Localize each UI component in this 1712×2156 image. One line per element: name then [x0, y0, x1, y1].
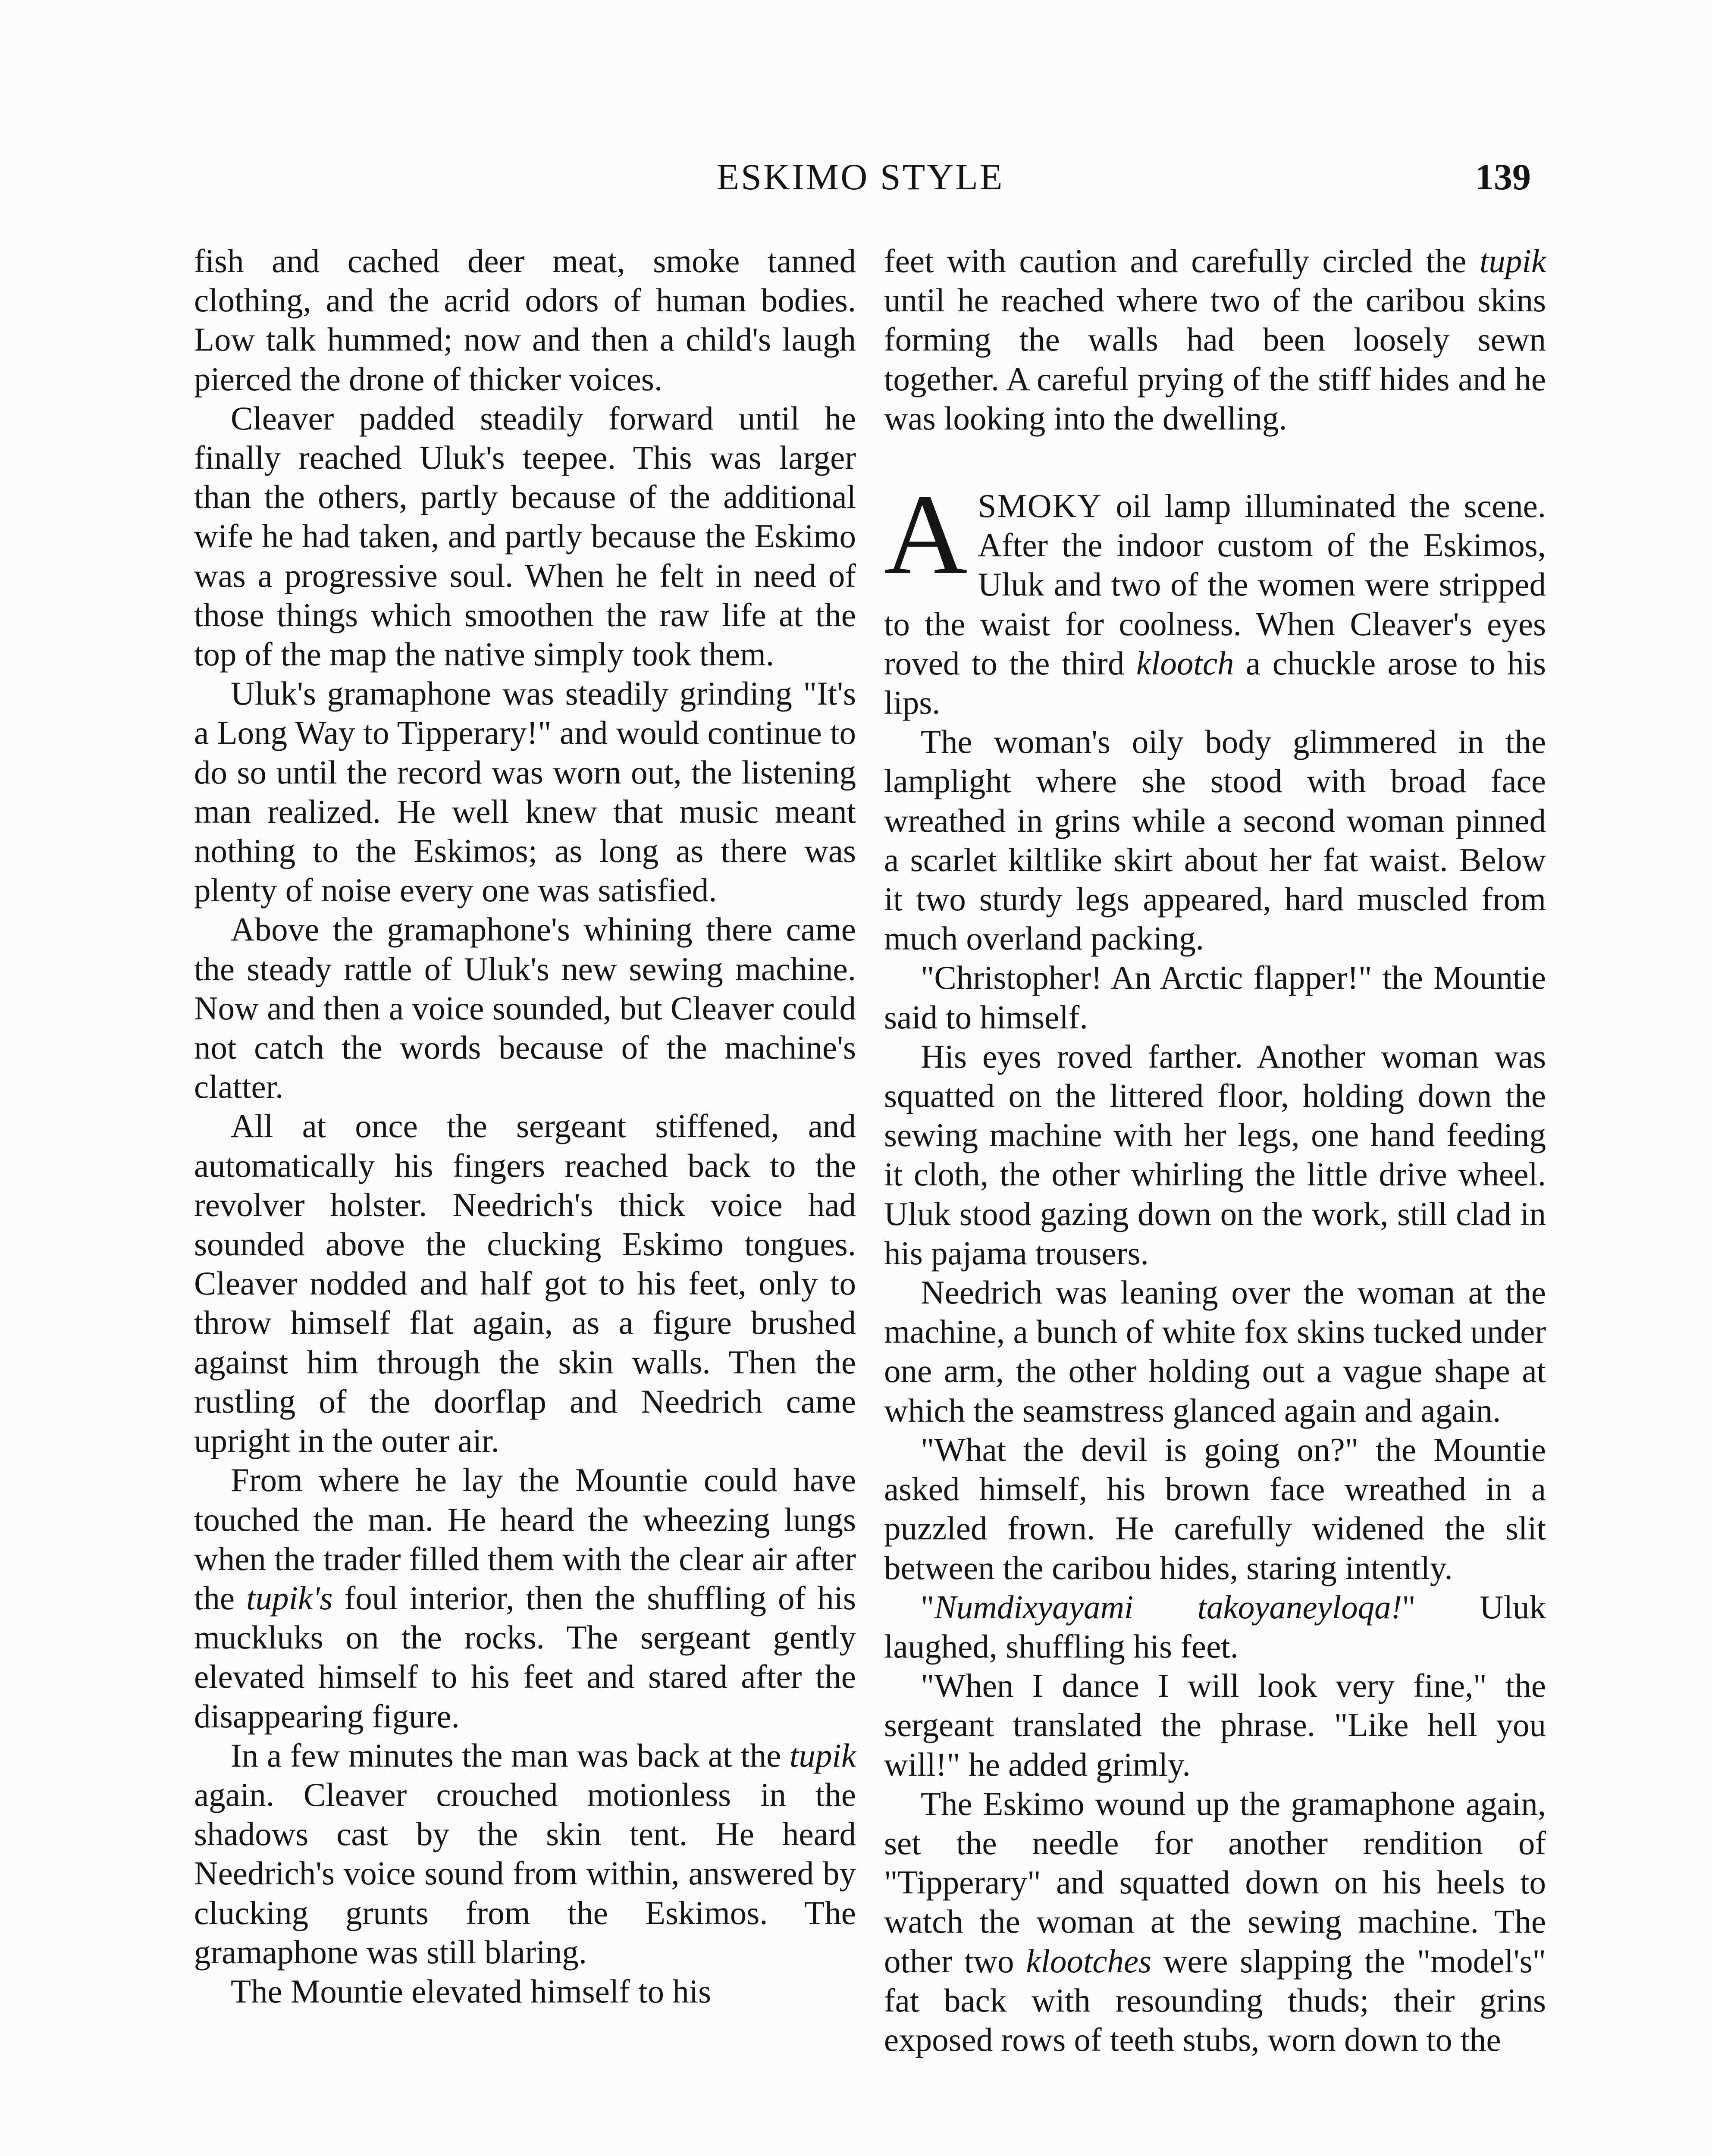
right-text-column — [884, 241, 1546, 2059]
paragraph: Needrich was leaning over the woman at the machine, a bunch of white fox skins tucked under one arm, the other holding out a vague shape at which the seamstress glanced again and again. — [884, 1274, 1546, 1429]
italic-text: klootch — [1136, 644, 1234, 682]
paragraph: All at once the sergeant stiffened, and automatically his fingers reached back to the revolver holster. Needrich's thick voice had sounded above the clucking Eskimo tongues. Cleaver nodded and half got to his feet, only to throw himself flat again, as a figure brushed against him through the skin walls. Then the rustling of the doorflap and Needrich came upright in the outer air. — [194, 1107, 856, 1460]
paragraph: "When I dance I will look very fine," the sergeant translated the phrase. "Like hell you will!" he added grimly. — [884, 1667, 1546, 1783]
small-caps-lead: SMOKY — [978, 487, 1102, 525]
italic-text: tupik's — [246, 1579, 333, 1617]
left-text-column — [194, 241, 856, 2011]
text-run: until he reached where two of the caribou skins forming the walls had been loosely sewn together. A careful prying of the stiff hides and he was looking into the dwelling. — [884, 282, 1546, 437]
paragraph — [884, 1588, 1546, 1666]
text-run: From where he lay the Mountie could have touched the man. He heard the wheezing lungs when the trader filled them with the clear air after the — [194, 1461, 856, 1617]
text-run: again. Cleaver crouched motionless in the shadows cast by the skin tent. He heard Needrich's voice sound from within, answered by clucking grunts from the Eskimos. The gramaphone was still blaring. — [194, 1776, 856, 1971]
drop-cap-initial: A — [884, 470, 968, 599]
text-run: oil lamp illuminated the scene. After the indoor custom of the Eskimos, Uluk and two of the women were stripped to the waist for coolness. When Cleaver's eyes roved to the third — [884, 487, 1546, 682]
paragraph: Cleaver padded steadily forward until he finally reached Uluk's teepee. This was larger than the others, partly because of the additional wife he had taken, and partly because the Eskimo was a progressive soul. When he felt in need of those things which smoothen the raw life at the top of the map the native simply took them. — [194, 399, 856, 673]
paragraph: Uluk's gramaphone was steadily grinding "It's a Long Way to Tipperary!" and would continue to do so until the record was worn out, the listening man realized. He well knew that music meant nothing to the Eskimos; as long as there was plenty of noise every one was satisfied. — [194, 675, 856, 909]
continued-paragraph — [884, 241, 1546, 438]
paragraph: His eyes roved farther. Another woman was squatted on the littered floor, holding down the sewing machine with her legs, one hand feeding it cloth, the other whirling the little drive wheel. Uluk stood gazing down on the work, still clad in his pajama trousers. — [884, 1037, 1546, 1272]
italic-text: tupik — [790, 1736, 856, 1774]
paragraph — [194, 1736, 856, 1972]
text-run: feet with caution and carefully circled the — [884, 242, 1480, 279]
section-opening-paragraph — [884, 470, 1546, 722]
paragraph: Above the gramaphone's whining there came the steady rattle of Uluk's new sewing machine. Now and then a voice sounded, but Cleaver could not catch the words because of the machine's clatter. — [194, 911, 856, 1106]
text-run: The Eskimo wound up the gramaphone again, set the needle for another rendition of "Tipperary" and squatted down on his heels to watch the woman at the sewing machine. The other two — [884, 1785, 1546, 1980]
paragraph — [194, 1460, 856, 1736]
paragraph — [884, 1784, 1546, 2059]
text-run: In a few minutes the man was back at the — [231, 1736, 790, 1774]
text-run: " Uluk laughed, shuffling his feet. — [884, 1588, 1546, 1665]
italic-text: Numdixyayami takoyaneyloqa! — [934, 1588, 1402, 1626]
paragraph: The woman's oily body glimmered in the lamplight where she stood with broad face wreathed in grins while a second woman pinned a scarlet kiltlike skirt about her fat waist. Below it two sturdy legs appeared, hard muscled from much overland packing. — [884, 723, 1546, 957]
chapter-title: ESKIMO STYLE — [716, 156, 1004, 197]
continued-paragraph: fish and cached deer meat, smoke tanned clothing, and the acrid odors of human bodies. Low talk hummed; now and then a child's laugh pierced the drone of thicker voices. — [194, 242, 856, 398]
text-run: were slapping the "model's" fat back with resounding thuds; their grins exposed rows of teeth stubs, worn down to the — [884, 1942, 1546, 2058]
running-head — [190, 155, 1531, 203]
text-run: a chuckle arose to his lips. — [884, 644, 1546, 721]
text-run: " — [921, 1588, 934, 1626]
paragraph: The Mountie elevated himself to his — [231, 1972, 712, 2010]
italic-text: tupik — [1480, 242, 1546, 279]
paragraph: "Christopher! An Arctic flapper!" the Mountie said to himself. — [884, 959, 1546, 1036]
italic-text: klootches — [1026, 1942, 1152, 1980]
page-number: 139 — [1475, 156, 1531, 197]
text-run: foul interior, then the shuffling of his muckluks on the rocks. The sergeant gently elevated himself to his feet and stared after the disappearing figure. — [194, 1579, 856, 1735]
paragraph: "What the devil is going on?" the Mountie asked himself, his brown face wreathed in a puzzled frown. He carefully widened the slit between the caribou hides, staring intently. — [884, 1431, 1546, 1586]
